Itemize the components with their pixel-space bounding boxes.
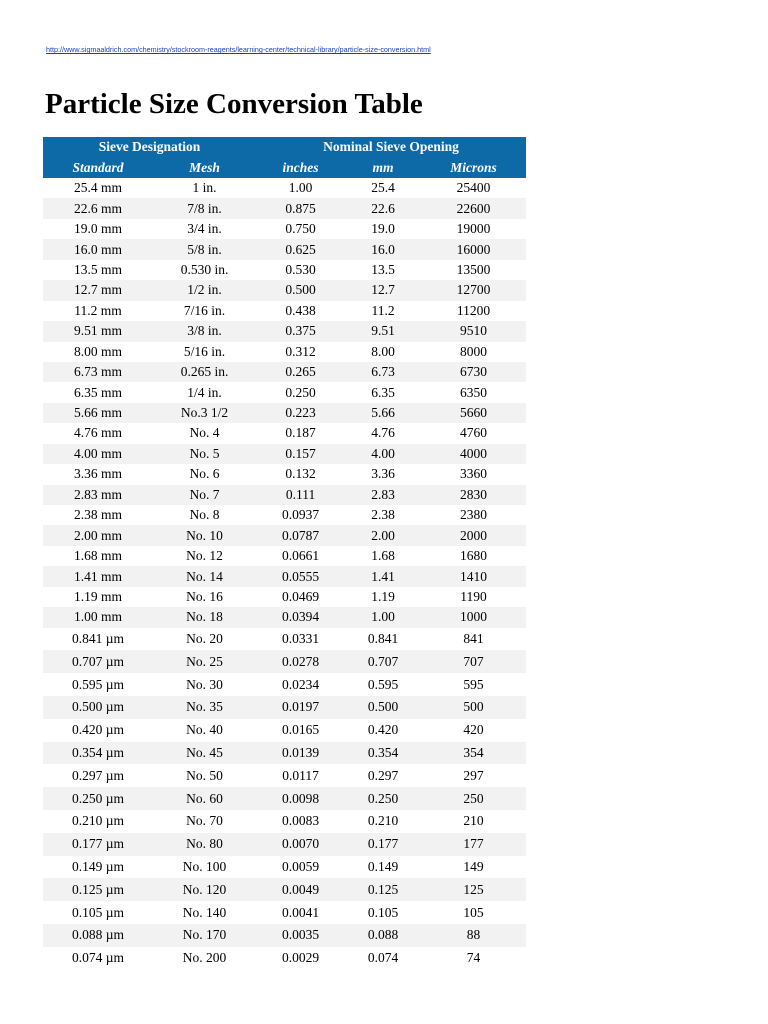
cell-mesh: No. 170 <box>153 924 256 947</box>
cell-mm: 0.500 <box>345 696 421 719</box>
table-row <box>43 464 526 484</box>
cell-standard: 0.177 µm <box>43 833 153 856</box>
cell-inches: 0.875 <box>256 198 345 218</box>
cell-mesh: No. 25 <box>153 650 256 673</box>
cell-mesh: 0.265 in. <box>153 362 256 382</box>
cell-standard: 11.2 mm <box>74 302 122 318</box>
cell-mm: 19.0 <box>371 221 395 237</box>
cell-inches: 1.00 <box>288 180 313 196</box>
table-row <box>43 219 526 239</box>
column-header-row <box>43 157 526 178</box>
cell-mm: 4.00 <box>345 444 421 464</box>
cell-mm: 5.66 <box>345 403 421 423</box>
cell-microns: 12700 <box>421 280 526 300</box>
cell-inches: 0.0059 <box>281 858 320 874</box>
cell-standard: 19.0 mm <box>73 221 122 237</box>
cell-inches: 0.625 <box>256 239 345 259</box>
cell-mesh: 1 in. <box>192 180 217 196</box>
cell-inches: 0.0555 <box>256 566 345 586</box>
cell-microns: 149 <box>463 858 484 874</box>
cell-standard: 4.00 mm <box>43 444 153 464</box>
cell-standard: 0.125 µm <box>43 878 153 901</box>
table-row <box>43 878 526 901</box>
cell-microns: 25400 <box>456 180 491 196</box>
cell-inches: 0.187 <box>285 425 316 441</box>
cell-standard: 0.297 µm <box>71 767 125 783</box>
cell-mm: 9.51 <box>345 321 421 341</box>
cell-microns: 1000 <box>421 607 526 627</box>
cell-inches: 0.0035 <box>256 924 345 947</box>
cell-inches: 0.0029 <box>281 950 320 966</box>
cell-mesh: No. 20 <box>186 631 223 647</box>
particle-size-table <box>43 137 526 970</box>
table-row <box>43 525 526 545</box>
cell-standard: 9.51 mm <box>43 321 153 341</box>
cell-microns: 105 <box>463 904 484 920</box>
cell-standard: 25.4 mm <box>73 180 122 196</box>
table-row <box>43 742 526 765</box>
cell-microns: 420 <box>463 722 484 738</box>
cell-mesh: 5/16 in. <box>183 343 226 359</box>
cell-standard: 3.36 mm <box>73 466 122 482</box>
cell-inches: 0.0937 <box>281 507 320 523</box>
cell-microns: 2380 <box>460 507 488 523</box>
cell-mesh: No. 30 <box>186 676 223 692</box>
table-body <box>43 178 526 970</box>
table-row <box>43 650 526 673</box>
cell-mesh: No. 8 <box>189 507 220 523</box>
cell-mm: 16.0 <box>345 239 421 259</box>
cell-inches: 0.0234 <box>281 676 320 692</box>
cell-mm: 12.7 <box>345 280 421 300</box>
cell-microns: 4760 <box>460 425 488 441</box>
cell-microns: 210 <box>463 813 484 829</box>
cell-microns: 177 <box>421 833 526 856</box>
cell-mesh: 0.530 in. <box>180 261 229 277</box>
cell-microns: 297 <box>463 767 484 783</box>
cell-mm: 8.00 <box>371 343 395 359</box>
cell-mm: 0.841 <box>367 631 399 647</box>
cell-microns: 74 <box>466 950 481 966</box>
cell-microns: 4000 <box>421 444 526 464</box>
table-row <box>43 587 526 607</box>
table-row <box>43 239 526 259</box>
cell-microns: 1680 <box>460 548 488 564</box>
table-row <box>43 566 526 586</box>
cell-microns: 16000 <box>421 239 526 259</box>
cell-mesh: No. 16 <box>186 588 223 604</box>
cell-standard: 0.500 µm <box>43 696 153 719</box>
cell-standard: 2.38 mm <box>73 507 122 523</box>
cell-standard: 0.250 µm <box>43 787 153 810</box>
cell-standard: 6.35 mm <box>73 384 122 400</box>
cell-mesh: 3/4 in. <box>187 221 222 237</box>
cell-standard: 5.66 mm <box>43 403 153 423</box>
cell-inches: 0.0165 <box>281 722 320 738</box>
cell-microns: 2830 <box>421 485 526 505</box>
cell-inches: 0.0117 <box>282 767 319 783</box>
table-row <box>43 856 526 879</box>
cell-microns: 8000 <box>460 343 488 359</box>
cell-inches: 0.265 <box>256 362 345 382</box>
cell-standard: 0.354 µm <box>43 742 153 765</box>
cell-mesh: 7/16 in. <box>183 302 226 318</box>
table-row <box>43 342 526 362</box>
column-header-standard: Standard <box>43 157 153 178</box>
cell-standard: 0.074 µm <box>71 950 125 966</box>
cell-standard: 0.210 µm <box>71 813 125 829</box>
cell-mm: 2.00 <box>345 525 421 545</box>
cell-mm: 0.595 <box>367 676 399 692</box>
cell-standard: 0.420 µm <box>71 722 125 738</box>
cell-inches: 0.0331 <box>281 631 320 647</box>
table-row <box>43 947 526 970</box>
cell-microns: 354 <box>421 742 526 765</box>
cell-microns: 11200 <box>456 302 491 318</box>
cell-mm: 1.41 <box>345 566 421 586</box>
table-row <box>43 696 526 719</box>
table-row <box>43 719 526 742</box>
cell-mesh: No. 60 <box>153 787 256 810</box>
cell-mesh: No. 7 <box>153 485 256 505</box>
cell-microns: 9510 <box>421 321 526 341</box>
cell-mm: 3.36 <box>371 466 395 482</box>
cell-standard: 8.00 mm <box>73 343 122 359</box>
cell-mesh: No. 200 <box>182 950 227 966</box>
cell-standard: 22.6 mm <box>43 198 153 218</box>
cell-standard: 13.5 mm <box>73 261 122 277</box>
cell-mm: 25.4 <box>371 180 395 196</box>
cell-microns: 1190 <box>460 588 487 604</box>
cell-microns: 19000 <box>456 221 491 237</box>
cell-inches: 0.375 <box>256 321 345 341</box>
cell-mm: 0.250 <box>345 787 421 810</box>
table-row <box>43 260 526 280</box>
cell-standard: 2.00 mm <box>43 525 153 545</box>
cell-inches: 0.0049 <box>256 878 345 901</box>
cell-inches: 0.0070 <box>256 833 345 856</box>
cell-inches: 0.223 <box>256 403 345 423</box>
cell-mesh: No. 50 <box>186 767 223 783</box>
cell-mesh: 1/2 in. <box>153 280 256 300</box>
cell-microns: 125 <box>421 878 526 901</box>
group-header-sieve-designation: Sieve Designation <box>43 137 256 157</box>
cell-microns: 500 <box>421 696 526 719</box>
cell-standard: 16.0 mm <box>43 239 153 259</box>
cell-mesh: No. 70 <box>186 813 223 829</box>
cell-standard: 1.41 mm <box>43 566 153 586</box>
table-row <box>43 178 526 198</box>
cell-mesh: 5/8 in. <box>153 239 256 259</box>
cell-mm: 1.19 <box>371 588 395 604</box>
cell-mm: 11.2 <box>371 302 395 318</box>
cell-mesh: 1/4 in. <box>187 384 222 400</box>
cell-mm: 0.088 <box>345 924 421 947</box>
cell-standard: 0.149 µm <box>71 858 125 874</box>
cell-inches: 0.0197 <box>256 696 345 719</box>
cell-mm: 0.707 <box>345 650 421 673</box>
cell-microns: 1410 <box>421 566 526 586</box>
column-header-mesh: Mesh <box>153 157 256 178</box>
cell-mesh: No. 5 <box>153 444 256 464</box>
cell-inches: 0.0098 <box>256 787 345 810</box>
source-url-link[interactable]: http://www.sigmaaldrich.com/chemistry/stockroom-reagents/learning-center/technical-library/particle-size-conversion.html <box>46 45 431 54</box>
cell-inches: 0.0787 <box>256 525 345 545</box>
table-row <box>43 546 526 566</box>
cell-standard: 0.088 µm <box>43 924 153 947</box>
cell-inches: 0.111 <box>256 485 345 505</box>
cell-inches: 0.132 <box>285 466 316 482</box>
table-row <box>43 444 526 464</box>
cell-mm: 13.5 <box>371 261 395 277</box>
column-header-microns: Microns <box>421 157 526 178</box>
cell-mm: 0.354 <box>345 742 421 765</box>
cell-standard: 0.105 µm <box>71 904 125 920</box>
cell-mesh: No. 45 <box>153 742 256 765</box>
cell-mm: 0.420 <box>367 722 399 738</box>
cell-mm: 0.297 <box>367 767 399 783</box>
cell-microns: 595 <box>463 676 484 692</box>
cell-standard: 1.19 mm <box>73 588 122 604</box>
cell-standard: 12.7 mm <box>43 280 153 300</box>
cell-mm: 6.73 <box>345 362 421 382</box>
column-header-inches: inches <box>256 157 345 178</box>
cell-inches: 0.250 <box>285 384 316 400</box>
table-row <box>43 423 526 443</box>
table-row <box>43 901 526 924</box>
cell-inches: 0.0394 <box>256 607 345 627</box>
cell-mm: 0.177 <box>345 833 421 856</box>
cell-mm: 1.68 <box>371 548 395 564</box>
cell-mesh: No.3 1/2 <box>153 403 256 423</box>
table-row <box>43 198 526 218</box>
table-row <box>43 301 526 321</box>
cell-standard: 1.00 mm <box>43 607 153 627</box>
cell-mesh: No. 140 <box>182 904 227 920</box>
cell-standard: 6.73 mm <box>43 362 153 382</box>
cell-mm: 0.210 <box>367 813 399 829</box>
table-row <box>43 810 526 833</box>
cell-mm: 0.074 <box>367 950 399 966</box>
table-row <box>43 764 526 787</box>
cell-microns: 13500 <box>456 261 491 277</box>
cell-mesh: No. 35 <box>153 696 256 719</box>
table-row <box>43 382 526 402</box>
table-row <box>43 673 526 696</box>
cell-inches: 0.0083 <box>281 813 320 829</box>
table-row <box>43 485 526 505</box>
cell-inches: 0.157 <box>256 444 345 464</box>
cell-inches: 0.530 <box>285 261 316 277</box>
cell-mesh: No. 12 <box>186 548 223 564</box>
cell-microns: 2000 <box>421 525 526 545</box>
table-row <box>43 403 526 423</box>
cell-microns: 3360 <box>460 466 488 482</box>
cell-mm: 0.125 <box>345 878 421 901</box>
column-header-mm: mm <box>345 157 421 178</box>
cell-microns: 250 <box>421 787 526 810</box>
cell-mm: 1.00 <box>345 607 421 627</box>
table-row <box>43 787 526 810</box>
cell-mm: 0.149 <box>367 858 399 874</box>
table-row <box>43 833 526 856</box>
cell-microns: 6350 <box>460 384 488 400</box>
table-row <box>43 924 526 947</box>
table-row <box>43 505 526 525</box>
cell-microns: 707 <box>421 650 526 673</box>
page-title: Particle Size Conversion Table <box>45 88 423 120</box>
cell-standard: 2.83 mm <box>43 485 153 505</box>
cell-microns: 6730 <box>421 362 526 382</box>
group-header-nominal-sieve-opening: Nominal Sieve Opening <box>256 137 526 157</box>
cell-inches: 0.312 <box>285 343 316 359</box>
table-header <box>43 137 526 178</box>
cell-inches: 0.0139 <box>256 742 345 765</box>
cell-mm: 2.38 <box>371 507 395 523</box>
cell-microns: 841 <box>463 631 484 647</box>
cell-mesh: No. 18 <box>153 607 256 627</box>
table-row <box>43 628 526 651</box>
table-row <box>43 321 526 341</box>
cell-standard: 4.76 mm <box>73 425 122 441</box>
group-header-row <box>43 137 526 157</box>
cell-inches: 0.0041 <box>281 904 320 920</box>
cell-standard: 0.707 µm <box>43 650 153 673</box>
cell-inches: 0.0469 <box>281 588 320 604</box>
cell-mesh: No. 4 <box>189 425 220 441</box>
table-row <box>43 280 526 300</box>
table-row <box>43 362 526 382</box>
cell-mesh: 3/8 in. <box>153 321 256 341</box>
cell-microns: 22600 <box>421 198 526 218</box>
cell-standard: 1.68 mm <box>73 548 122 564</box>
cell-inches: 0.438 <box>285 302 316 318</box>
cell-mesh: No. 6 <box>189 466 220 482</box>
cell-mesh: 7/8 in. <box>153 198 256 218</box>
cell-mm: 22.6 <box>345 198 421 218</box>
cell-inches: 0.500 <box>256 280 345 300</box>
cell-microns: 88 <box>421 924 526 947</box>
cell-mesh: No. 10 <box>153 525 256 545</box>
cell-inches: 0.0278 <box>256 650 345 673</box>
cell-mm: 0.105 <box>367 904 399 920</box>
cell-mesh: No. 40 <box>186 722 223 738</box>
cell-mesh: No. 14 <box>153 566 256 586</box>
cell-inches: 0.750 <box>285 221 316 237</box>
cell-standard: 0.595 µm <box>71 676 125 692</box>
cell-standard: 0.841 µm <box>71 631 125 647</box>
table-row <box>43 607 526 627</box>
cell-mesh: No. 80 <box>153 833 256 856</box>
cell-mm: 6.35 <box>371 384 395 400</box>
cell-inches: 0.0661 <box>281 548 320 564</box>
cell-mm: 4.76 <box>371 425 395 441</box>
cell-microns: 5660 <box>421 403 526 423</box>
cell-mesh: No. 120 <box>153 878 256 901</box>
cell-mesh: No. 100 <box>182 858 227 874</box>
cell-mm: 2.83 <box>345 485 421 505</box>
